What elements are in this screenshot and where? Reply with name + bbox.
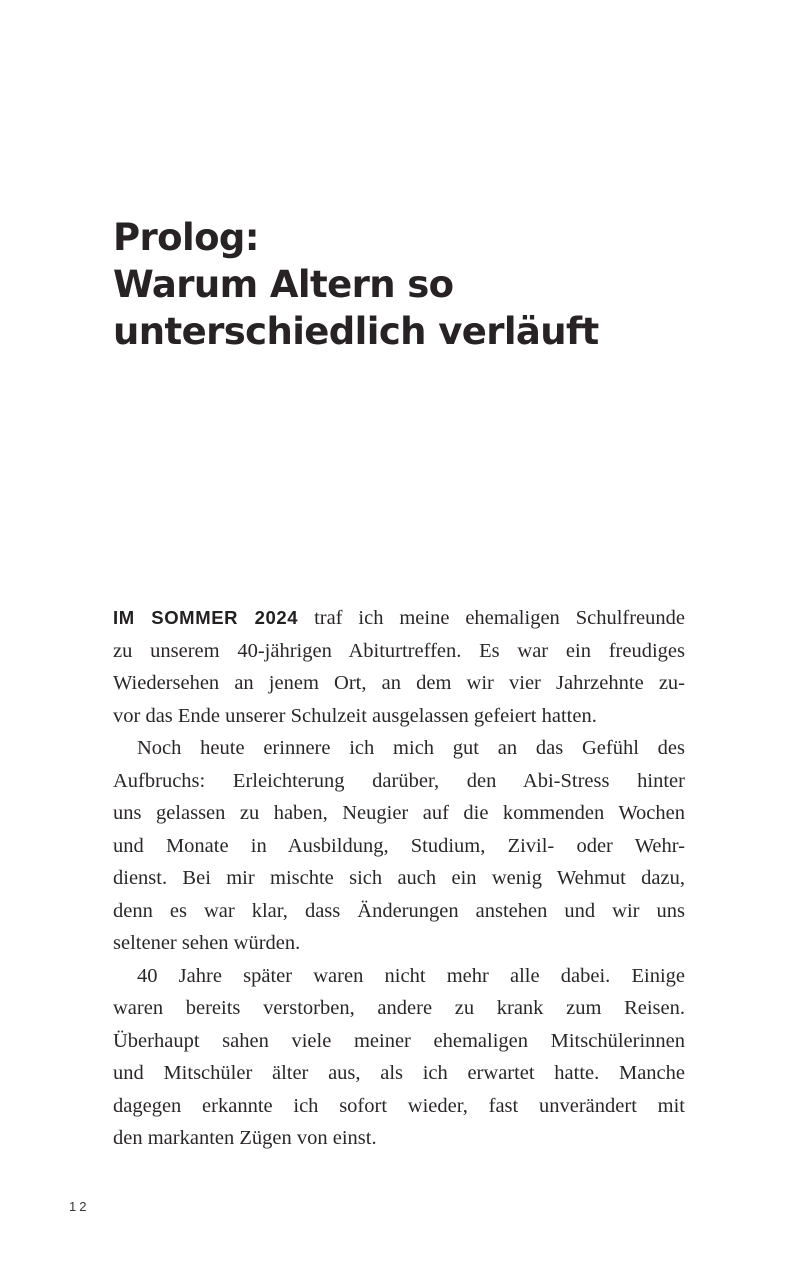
text-line: dienst. Bei mir mischte sich auch ein wenig Wehmut dazu, <box>113 867 685 889</box>
text-line: Wiedersehen an jenem Ort, an dem wir vier Jahrzehnte zu- <box>113 672 685 694</box>
title-line: Prolog: <box>113 216 259 259</box>
text-line: vor das Ende unserer Schulzeit ausgelassen gefeiert hatten. <box>113 704 597 727</box>
text-line: und Mitschüler älter aus, als ich erwartet hatte. Manche <box>113 1062 685 1084</box>
chapter-title <box>113 214 599 355</box>
text-line: Überhaupt sahen viele meiner ehemaligen Mitschülerinnen <box>113 1029 685 1052</box>
text-line: uns gelassen zu haben, Neugier auf die kommenden Wochen <box>113 802 685 824</box>
body-text <box>113 602 685 1155</box>
text-line: 40 Jahre später waren nicht mehr alle dabei. Einige <box>137 964 685 987</box>
page-number: 12 <box>69 1199 90 1214</box>
text-line: seltener sehen würden. <box>113 932 301 954</box>
title-line: unterschiedlich verläuft <box>113 310 599 353</box>
text-line: und Monate in Ausbildung, Studium, Zivil- oder Wehr- <box>113 834 685 857</box>
text-line: Noch heute erinnere ich mich gut an das Gefühl des <box>137 737 685 759</box>
text-line: IM SOMMER 2024 traf ich meine ehemaligen Schulfreunde <box>113 607 685 629</box>
text-line: dagegen erkannte ich sofort wieder, fast unverändert mit <box>113 1094 685 1117</box>
text-line: den markanten Zügen von einst. <box>113 1127 377 1149</box>
lead-in-text: IM SOMMER 2024 <box>113 607 299 628</box>
title-line: Warum Altern so <box>113 263 454 306</box>
text-line: zu unserem 40-jährigen Abiturtreffen. Es war ein freudiges <box>113 639 685 662</box>
text-line: Aufbruchs: Erleichterung darüber, den Abi-Stress hinter <box>113 769 685 792</box>
text-line: denn es war klar, dass Änderungen anstehen und wir uns <box>113 899 685 922</box>
text-line: waren bereits verstorben, andere zu krank zum Reisen. <box>113 997 685 1019</box>
